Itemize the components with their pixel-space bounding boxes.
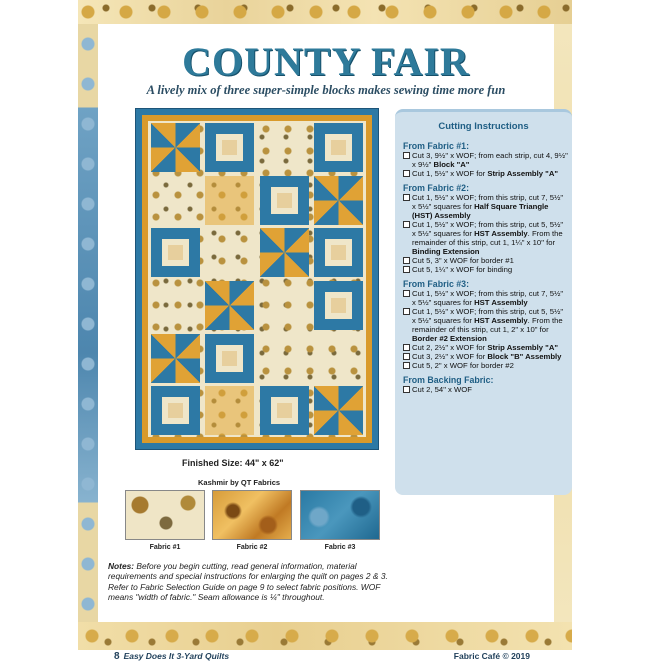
footer-book [114,651,229,662]
fabric-3-label: Fabric #3 [324,544,356,551]
cutting-section-heading: From Fabric #1: [403,141,469,151]
cutting-item [403,169,568,178]
floral-border-bottom [78,622,572,650]
fabric-1-swatch [125,490,205,540]
quilt-block-sq [205,334,254,383]
cutting-item [403,352,568,361]
cutting-item-text: Cut 1, 5½" x WOF; from this strip, cut 5, 5½" x 5½" squares for [412,307,564,325]
quilt-block-sq [260,176,309,225]
cutting-item [403,289,568,307]
notes-label: Notes: [108,561,135,571]
quilt-block-pin [151,334,200,383]
quilt-block-sq [205,123,254,172]
cutting-section-heading: From Fabric #2: [403,183,469,193]
cutting-item-text: Cut 1, 5½" x WOF for [412,169,488,178]
cutting-instructions-list [403,141,568,394]
cutting-item-text: Cut 1, 5½" x WOF; from this strip, cut 5, 5½" x 5½" squares for [412,220,564,238]
content-sheet [98,24,568,662]
cutting-item [403,307,568,334]
quilt-block-gold [205,386,254,435]
quilt-block-cream [260,281,309,330]
quilt-block-cream [205,228,254,277]
notes [108,561,390,603]
fabric-line: Kashmir by QT Fabrics [198,478,281,487]
cutting-item-emphasis: Binding Extension [412,247,480,256]
cutting-item [403,265,568,274]
book-title: Easy Does It 3-Yard Quilts [123,651,230,661]
page [78,0,572,662]
quilt-block-sq [314,123,363,172]
cutting-item-text: Cut 2, 2½" x WOF for [412,343,488,352]
fabric-2-label: Fabric #2 [236,544,268,551]
fabric-1-label: Fabric #1 [149,544,181,551]
cutting-item-emphasis: Block "B" Assembly [487,352,562,361]
cutting-item [403,256,568,265]
quilt-block-sq [260,386,309,435]
page-subtitle: A lively mix of three super-simple blocks makes sewing time more fun [146,83,506,97]
quilt-block-sq [314,228,363,277]
quilt-block-sq [151,228,200,277]
notes-text: Before you begin cutting, read general information, material requirements and special instructions for enlarging the quilt on pages 2 & 3. Refer to Fabric Selection Guide on page 9 to select fabric positions. WOF means "width of fabric." Seam allowance is ¼" throughout. [108,561,388,603]
cutting-item-text: Cut 2, 54" x WOF [412,385,472,394]
cutting-item-text-after: . From the remainder of this strip, cut 1, 1¼" x 10" for [412,229,563,247]
cutting-item-text: Cut 1, 5½" x WOF; from this strip, cut 7, 5½" x 5½" squares for [412,289,564,307]
cutting-item-emphasis: Border #2 Extension [412,334,487,343]
cutting-item-emphasis: HST Assembly [474,229,528,238]
cutting-item-emphasis: HST Assembly [474,316,528,325]
quilt-block-sq [314,281,363,330]
quilt-block-pin [314,386,363,435]
cutting-item [403,343,568,352]
cutting-item-text: Cut 5, 2" x WOF for border #2 [412,361,514,370]
quilt-block-pin [314,176,363,225]
footer-credit: Fabric Café © 2019 [453,651,530,661]
quilt-block-cream [314,334,363,383]
cutting-item-text: Cut 5, 3" x WOF for border #1 [412,256,514,265]
cutting-item [403,151,568,169]
quilt-border-1 [142,115,372,443]
cutting-section-heading: From Backing Fabric: [403,375,494,385]
quilt-block-cream [260,123,309,172]
cutting-item-emphasis: Block "A" [433,160,470,169]
quilt-block-cream [151,176,200,225]
finished-size: Finished Size: 44" x 62" [182,458,284,468]
cutting-item-emphasis: HST Assembly [474,298,528,307]
quilt-block-pin [260,228,309,277]
floral-border-top [78,0,572,24]
cutting-section-heading: From Fabric #3: [403,279,469,289]
cutting-item-emphasis: Strip Assembly "A" [487,343,559,352]
quilt-block-cream [260,334,309,383]
quilt-block-sq [151,386,200,435]
quilt-image [135,108,379,450]
cutting-item-text: Cut 3, 2½" x WOF for [412,352,488,361]
quilt-block-pin [205,281,254,330]
cutting-item [403,220,568,247]
cutting-item-text: Cut 3, 9½" x WOF; from each strip, cut 4, 9½" x 9½" [412,151,568,169]
cutting-item [403,334,568,343]
fabric-2-swatch [212,490,292,540]
cutting-item [403,385,568,394]
quilt-block-cream [151,281,200,330]
quilt-block-gold [205,176,254,225]
cutting-item-text: Cut 1, 5½" x WOF; from this strip, cut 7, 5½" x 5½" squares for [412,193,564,211]
fabric-3-swatch [300,490,380,540]
cutting-item [403,247,568,256]
cutting-item-emphasis: Half Square Triangle (HST) Assembly [412,202,549,220]
cutting-item-text: Cut 5, 1¼" x WOF for binding [412,265,513,274]
floral-border-left [78,24,98,622]
quilt-block-pin [151,123,200,172]
cutting-item [403,193,568,220]
cutting-item-emphasis: Strip Assembly "A" [487,169,559,178]
cutting-instructions-title: Cutting Instructions [438,121,529,132]
cutting-item-text-after: . From the remainder of this strip, cut 1, 2" x 10" for [412,316,563,334]
cutting-instructions-panel [395,109,572,495]
quilt-center [148,121,366,437]
page-number: 8 [114,651,120,662]
cutting-item [403,361,568,370]
page-title: COUNTY FAIR [182,39,470,84]
